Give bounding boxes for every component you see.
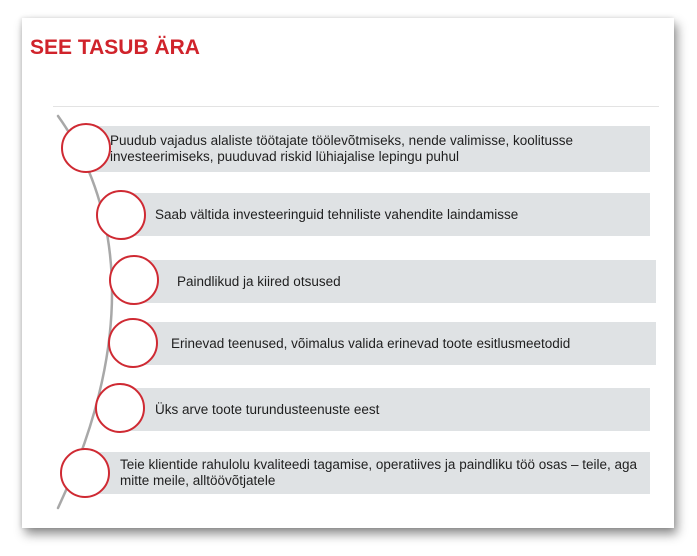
- list-item: [120, 388, 650, 431]
- list-item-text: Üks arve toote turundusteenuste eest: [155, 401, 380, 417]
- list-item-marker-circle: [60, 448, 110, 498]
- list-item: [120, 193, 650, 236]
- list-item: [84, 126, 650, 172]
- list-item-marker-circle: [96, 190, 146, 240]
- list-item: [84, 452, 650, 494]
- slide: [22, 18, 674, 528]
- list-item: [132, 260, 656, 303]
- list-item-text: Puudub vajadus alaliste töötajate töölevõtmiseks, nende valimisse, koolitusse investeerimiseks, puuduvad riskid lühiajalise lepingu puhul: [110, 133, 574, 164]
- list-item-text: Teie klientide rahulolu kvaliteedi tagamise, operatiives ja paindliku töö osas – teile, aga mitte meile, alltöövõtjatele: [120, 457, 638, 488]
- list-item: [132, 322, 656, 365]
- list-item-text: Erinevad teenused, võimalus valida erinevad toote esitlusmeetodid: [171, 335, 571, 351]
- list-item-text: Saab vältida investeeringuid tehniliste vahendite laindamisse: [155, 206, 519, 222]
- list-item-marker-circle: [61, 123, 111, 173]
- list-item-text: Paindlikud ja kiired otsused: [177, 273, 341, 289]
- list-item-marker-circle: [95, 383, 145, 433]
- list-item-marker-circle: [108, 318, 158, 368]
- list-item-marker-circle: [109, 255, 159, 305]
- slide-title: SEE TASUB ÄRA: [30, 36, 200, 59]
